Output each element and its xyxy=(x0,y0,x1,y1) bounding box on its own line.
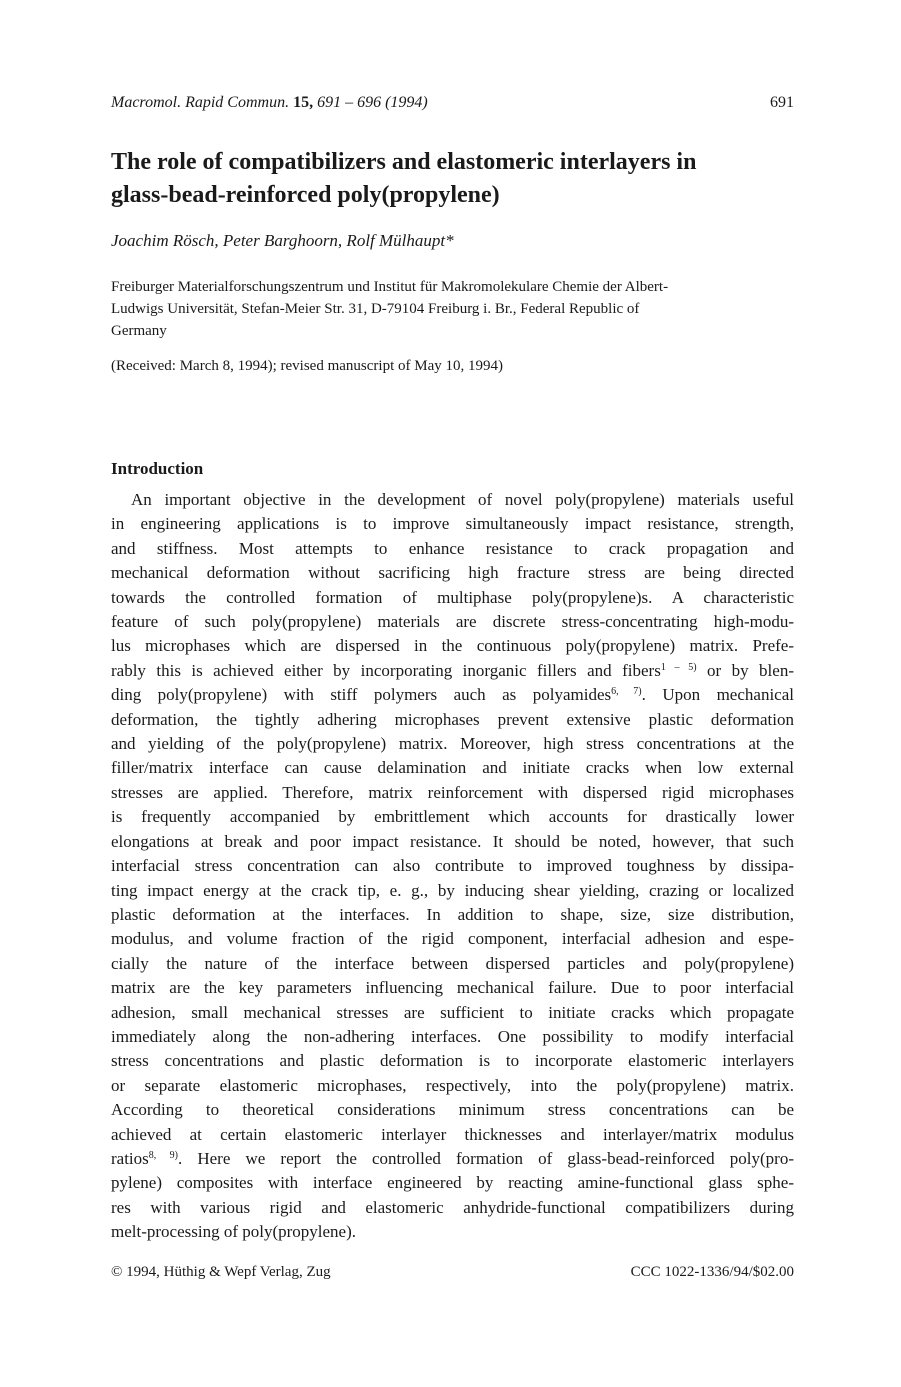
body-line: immediately along the non-adhering interfaces. One possibility to modify interfacial xyxy=(111,1026,794,1046)
body-text-segment: ratios xyxy=(111,1148,149,1168)
body-line: res with various rigid and elastomeric anhydride-functional compatibilizers during xyxy=(111,1197,794,1217)
body-line: modulus, and volume fraction of the rigid component, interfacial adhesion and espe- xyxy=(111,929,794,949)
body-line xyxy=(111,683,794,707)
body-line: deformation, the tightly adhering microphases prevent extensive plastic deformation xyxy=(111,709,794,729)
body-text-segment: or by blen- xyxy=(696,660,794,680)
body-line: pylene) composites with interface engineered by reacting amine-functional glass sphe- xyxy=(111,1173,794,1193)
body-line: is frequently accompanied by embrittlement which accounts for drastically lower xyxy=(111,807,794,827)
affiliation xyxy=(111,276,794,342)
section-heading-introduction: Introduction xyxy=(111,459,204,478)
body-line: lus microphases which are dispersed in the continuous poly(propylene) matrix. Prefe- xyxy=(111,636,794,656)
body-text-segment: . Here we report the controlled formation of glass-bead-reinforced poly(pro- xyxy=(177,1148,794,1168)
title-line-2: glass-bead-reinforced poly(propylene) xyxy=(111,182,500,208)
journal-citation xyxy=(111,94,428,111)
body-line xyxy=(111,659,794,683)
body-line: interfacial stress concentration can also contribute to improved toughness by dissipa- xyxy=(111,856,794,876)
copyright-notice: © 1994, Hüthig & Wepf Verlag, Zug xyxy=(111,1264,331,1280)
body-line: elongations at break and poor impact resistance. It should be noted, however, that such xyxy=(111,831,794,851)
journal-name: Macromol. Rapid Commun. xyxy=(111,94,294,111)
authors: Joachim Rösch, Peter Barghoorn, Rolf Mülhaupt* xyxy=(111,231,454,250)
ccc-code: CCC 1022-1336/94/$02.00 xyxy=(630,1264,794,1280)
journal-pages-year: 691 – 696 (1994) xyxy=(313,94,428,111)
introduction-body xyxy=(111,488,794,1245)
body-line: stresses are applied. Therefore, matrix reinforcement with dispersed rigid microphases xyxy=(111,782,794,802)
page-number: 691 xyxy=(770,94,794,111)
body-line: or separate elastomeric microphases, respectively, into the poly(propylene) matrix. xyxy=(111,1075,794,1095)
body-line: An important objective in the development of novel poly(propylene) materials useful xyxy=(131,490,794,509)
body-line: mechanical deformation without sacrificing high fracture stress are being directed xyxy=(111,563,794,583)
received-dates: (Received: March 8, 1994); revised manuscript of May 10, 1994) xyxy=(111,358,503,374)
body-line: towards the controlled formation of multiphase poly(propylene)s. A characteristic xyxy=(111,587,794,607)
reference-citation: 1 – 5) xyxy=(660,661,697,673)
affiliation-line-1: Freiburger Materialforschungszentrum und Institut für Makromolekulare Chemie der Albert- xyxy=(111,279,669,295)
title-line-1: The role of compatibilizers and elastomeric interlayers in xyxy=(111,149,697,175)
body-line: and stiffness. Most attempts to enhance resistance to crack propagation and xyxy=(111,538,794,558)
paper-title xyxy=(111,146,794,212)
body-text-segment: ding poly(propylene) with stiff polymers auch as polyamides xyxy=(111,685,612,705)
body-line: cially the nature of the interface between dispersed particles and poly(propylene) xyxy=(111,953,794,973)
body-line: and yielding of the poly(propylene) matrix. Moreover, high stress concentrations at the xyxy=(111,734,794,754)
body-line: plastic deformation at the interfaces. In addition to shape, size, size distribution, xyxy=(111,904,794,924)
journal-volume: 15, xyxy=(293,94,314,111)
body-line xyxy=(111,1147,794,1171)
reference-citation: 6, 7) xyxy=(611,686,642,698)
body-line: stress concentrations and plastic deformation is to incorporate elastomeric interlayers xyxy=(111,1051,794,1071)
body-line: matrix are the key parameters influencing mechanical failure. Due to poor interfacial xyxy=(111,978,794,998)
body-line: achieved at certain elastomeric interlayer thicknesses and interlayer/matrix modulus xyxy=(111,1124,794,1144)
reference-citation: 8, 9) xyxy=(148,1149,178,1161)
affiliation-line-3: Germany xyxy=(111,323,167,339)
body-line: adhesion, small mechanical stresses are sufficient to initiate cracks which propagate xyxy=(111,1002,794,1022)
affiliation-line-2: Ludwigs Universität, Stefan-Meier Str. 31, D-79104 Freiburg i. Br., Federal Republic of xyxy=(111,301,640,317)
running-head xyxy=(111,93,794,113)
body-line: According to theoretical considerations minimum stress concentrations can be xyxy=(111,1100,794,1120)
footer xyxy=(111,1262,794,1282)
body-text-segment: . Upon mechanical xyxy=(641,685,794,705)
body-line: feature of such poly(propylene) materials are discrete stress-concentrating high-modu- xyxy=(111,612,794,632)
body-line: ting impact energy at the crack tip, e. g., by inducing shear yielding, crazing or localized xyxy=(111,880,794,900)
body-text-segment: rably this is achieved either by incorporating inorganic fillers and fibers xyxy=(111,660,661,680)
body-line: filler/matrix interface can cause delamination and initiate cracks when low external xyxy=(111,758,794,778)
body-line: in engineering applications is to improve simultaneously impact resistance, strength, xyxy=(111,514,794,534)
body-line: melt-processing of poly(propylene). xyxy=(111,1222,357,1242)
